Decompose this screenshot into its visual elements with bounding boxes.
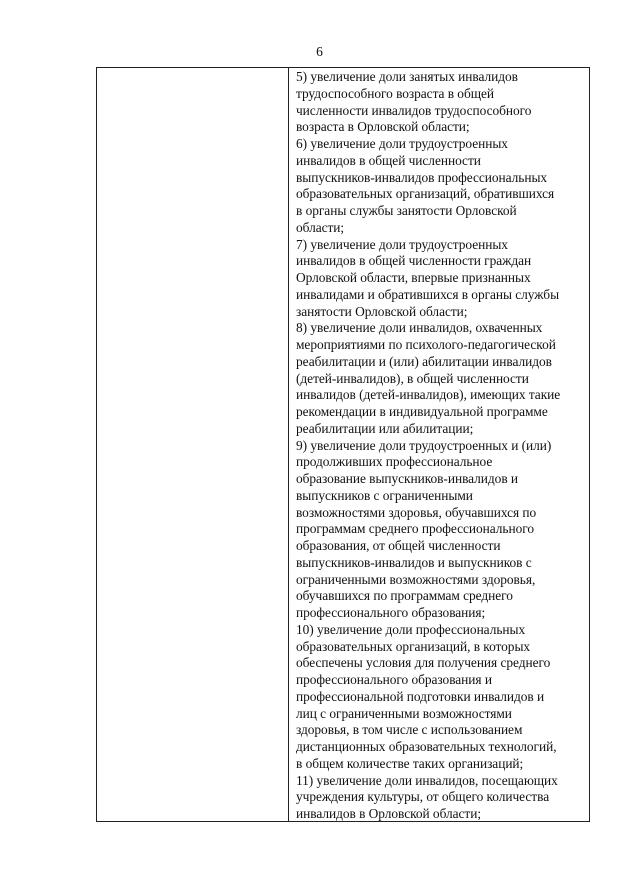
table-right-cell (296, 68, 588, 823)
text-line: профессионального образования и (296, 672, 492, 687)
text-line: 7) увеличение доли трудоустроенных (296, 236, 508, 252)
text-line: в органы службы занятости Орловской (296, 203, 517, 218)
text-line: реабилитации или абилитации; (296, 420, 474, 436)
text-line: выпускников-инвалидов и выпускников с (296, 554, 532, 570)
text-line: трудоспособного возраста в общей (296, 85, 494, 101)
text-line: 10) увеличение доли профессиональных (296, 621, 526, 637)
text-line: реабилитации и (или) абилитации инвалидов (296, 353, 552, 369)
text-line: ограниченными возможностями здоровья, (296, 571, 536, 587)
text-line: лиц с ограниченными возможностями (296, 705, 512, 721)
text-line: образовательных организаций, в которых (296, 638, 531, 654)
text-line: дистанционных образовательных технологий, (296, 739, 557, 754)
text-line: образовательных организаций, обратившихся (296, 186, 555, 202)
text-line: занятости Орловской области; (296, 303, 468, 319)
text-line: мероприятиями по психолого-педагогической (296, 337, 556, 352)
text-line: (детей-инвалидов), в общей численности (296, 370, 529, 386)
text-line: инвалидов в общей численности (296, 152, 481, 168)
text-line: обеспечены условия для получения среднего (296, 655, 551, 671)
text-line: 6) увеличение доли трудоустроенных (296, 136, 508, 151)
text-line: профессионального образования; (296, 605, 486, 620)
text-line: образование выпускников-инвалидов и (296, 471, 519, 486)
text-line: инвалидов в общей численности граждан (296, 253, 532, 269)
document-table (96, 67, 590, 822)
text-line: возможностями здоровья, обучавшихся по (296, 504, 537, 520)
text-line: учреждения культуры, от общего количества (296, 789, 550, 805)
text-line: численности инвалидов трудоспособного (296, 102, 532, 118)
text-line: продолживших профессиональное (296, 454, 493, 470)
text-line: программам среднего профессионального (296, 521, 534, 537)
text-line: возраста в Орловской области; (296, 119, 470, 135)
text-line: Орловской области, впервые признанных (296, 270, 531, 285)
text-line: выпускников с ограниченными (296, 487, 473, 503)
text-line: здоровья, в том числе с использованием (296, 722, 523, 738)
text-line: области; (296, 219, 345, 235)
text-line: образования, от общей численности (296, 538, 501, 553)
text-line: 5) увеличение доли занятых инвалидов (296, 69, 518, 84)
text-line: обучавшихся по программам среднего (296, 588, 513, 604)
column-divider (288, 68, 289, 821)
text-line: выпускников-инвалидов профессиональных (296, 169, 548, 185)
text-line: рекомендации в индивидуальной программе (296, 404, 548, 419)
text-line: инвалидов (детей-инвалидов), имеющих такие (296, 387, 561, 403)
table-left-cell (97, 68, 288, 821)
text-line: 8) увеличение доли инвалидов, охваченных (296, 320, 543, 336)
text-line: в общем количестве таких организаций; (296, 755, 524, 771)
text-line: 9) увеличение доли трудоустроенных и (или) (296, 437, 552, 453)
text-line: 11) увеличение доли инвалидов, посещающих (296, 772, 558, 788)
text-line: профессиональной подготовки инвалидов и (296, 688, 545, 704)
text-line: инвалидов в Орловской области; (296, 806, 482, 821)
text-line: инвалидами и обратившихся в органы службы (296, 286, 560, 302)
page-number: 6 (316, 44, 323, 59)
